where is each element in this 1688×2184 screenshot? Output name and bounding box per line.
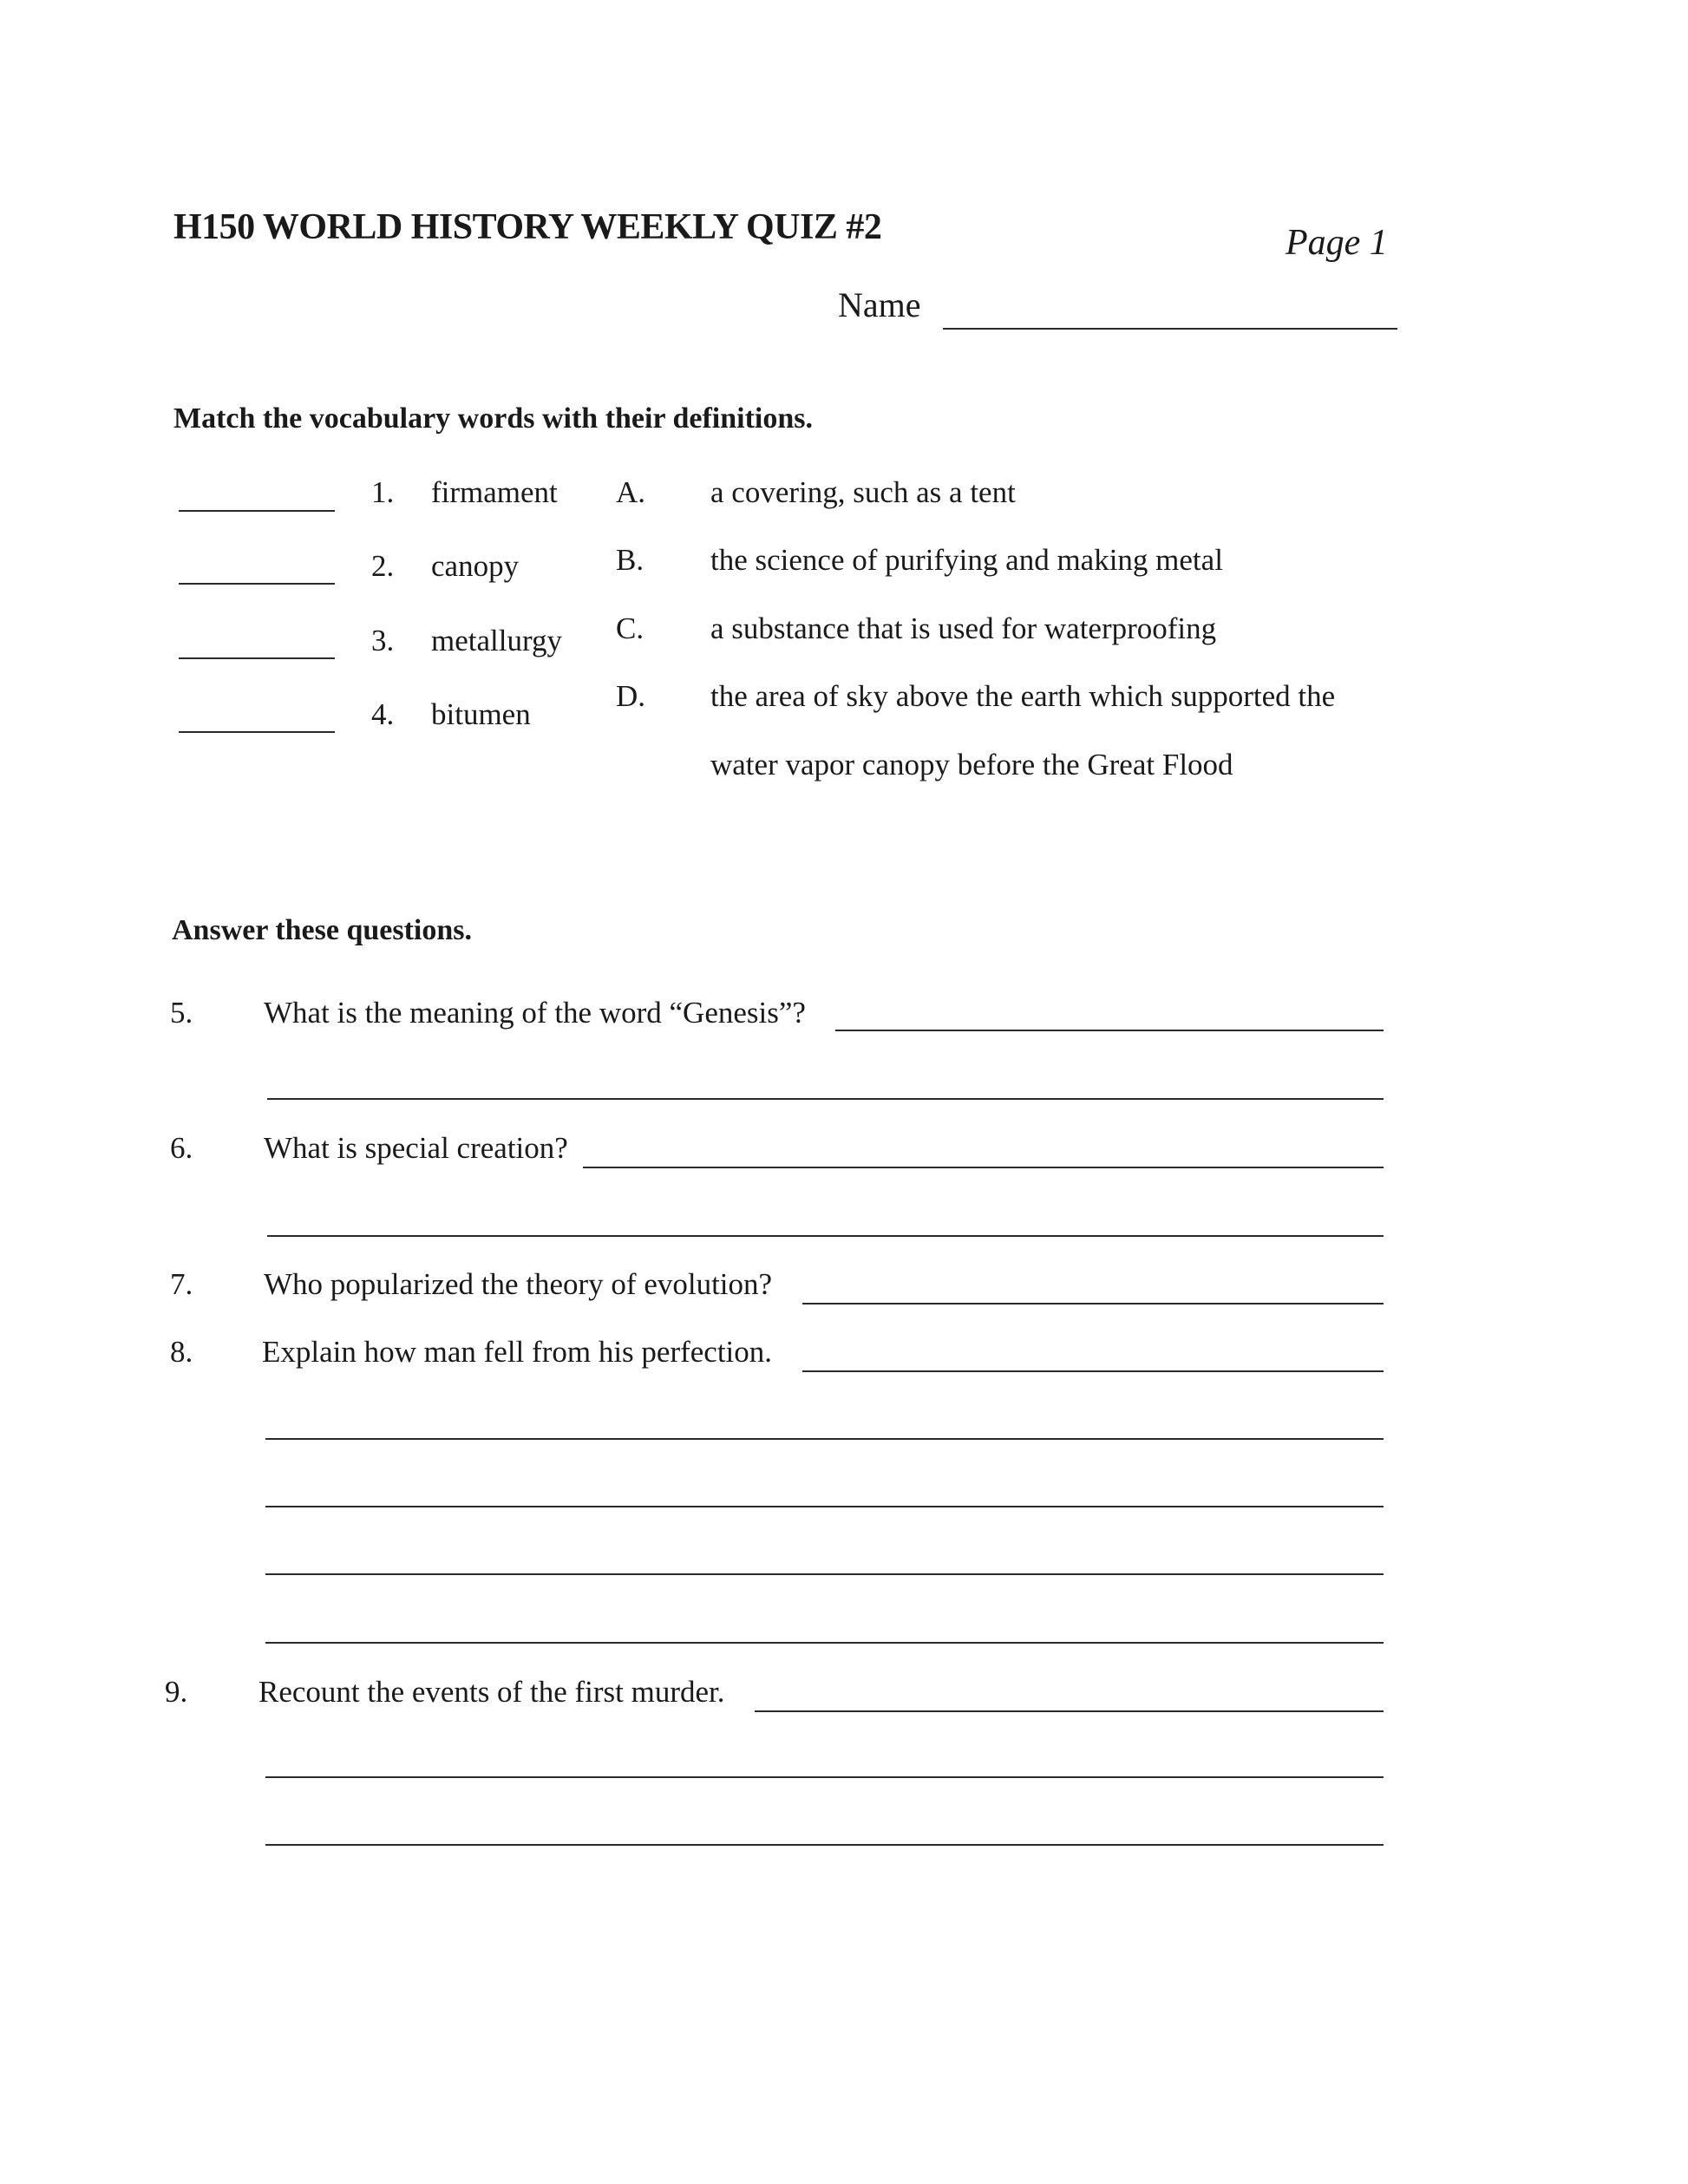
definition-letter: C. [616,611,644,645]
match-answer-blank-3[interactable] [179,657,335,659]
question-text: Recount the events of the first murder. [258,1675,725,1709]
matching-instructions: Match the vocabulary words with their definitions. [173,402,813,435]
answer-line-q5-2[interactable] [267,1098,1384,1100]
question-number: 5. [170,996,193,1030]
term-word: metallurgy [431,624,562,657]
term-number: 4. [371,697,395,731]
term-number: 2. [371,549,395,583]
term-word: bitumen [431,697,531,731]
definition-text: the area of sky above the earth which supported the [710,679,1336,713]
term-word: firmament [431,475,558,509]
match-answer-blank-4[interactable] [179,731,335,733]
definition-text: a covering, such as a tent [710,475,1016,509]
answer-line-q8-5[interactable] [265,1642,1384,1644]
question-text: Who popularized the theory of evolution? [264,1267,773,1301]
answer-line-q9-2[interactable] [265,1776,1384,1778]
definition-text-continued: water vapor canopy before the Great Flood [710,748,1233,781]
question-number: 7. [170,1267,193,1301]
answer-line-q8-3[interactable] [265,1506,1384,1507]
answer-line-q8[interactable] [802,1370,1384,1372]
answer-line-q9-3[interactable] [265,1844,1384,1846]
answer-line-q9[interactable] [755,1710,1384,1712]
quiz-title: H150 WORLD HISTORY WEEKLY QUIZ #2 [173,207,882,247]
answer-line-q5[interactable] [835,1030,1384,1031]
page-number: Page 1 [1286,223,1388,263]
definition-text: the science of purifying and making metal [710,543,1223,577]
answer-line-q6-2[interactable] [267,1235,1384,1237]
definition-letter: A. [616,475,646,509]
match-answer-blank-1[interactable] [179,510,335,512]
term-number: 3. [371,624,395,657]
question-number: 6. [170,1131,193,1165]
definition-letter: B. [616,543,644,577]
name-label: Name [838,285,921,324]
question-number: 8. [170,1335,193,1369]
questions-instructions: Answer these questions. [172,914,473,946]
answer-line-q8-2[interactable] [265,1438,1384,1440]
match-answer-blank-2[interactable] [179,583,335,585]
definition-letter: D. [616,679,646,713]
question-number: 9. [165,1675,188,1709]
answer-line-q6[interactable] [583,1167,1384,1168]
answer-line-q7[interactable] [802,1303,1384,1305]
question-text: What is special creation? [264,1131,568,1165]
term-word: canopy [431,549,520,583]
question-text: Explain how man fell from his perfection. [262,1335,773,1369]
answer-line-q8-4[interactable] [265,1573,1384,1575]
name-answer-line[interactable] [943,328,1397,330]
definition-text: a substance that is used for waterproofing [710,611,1217,645]
question-text: What is the meaning of the word “Genesis”? [264,996,806,1030]
term-number: 1. [371,475,395,509]
